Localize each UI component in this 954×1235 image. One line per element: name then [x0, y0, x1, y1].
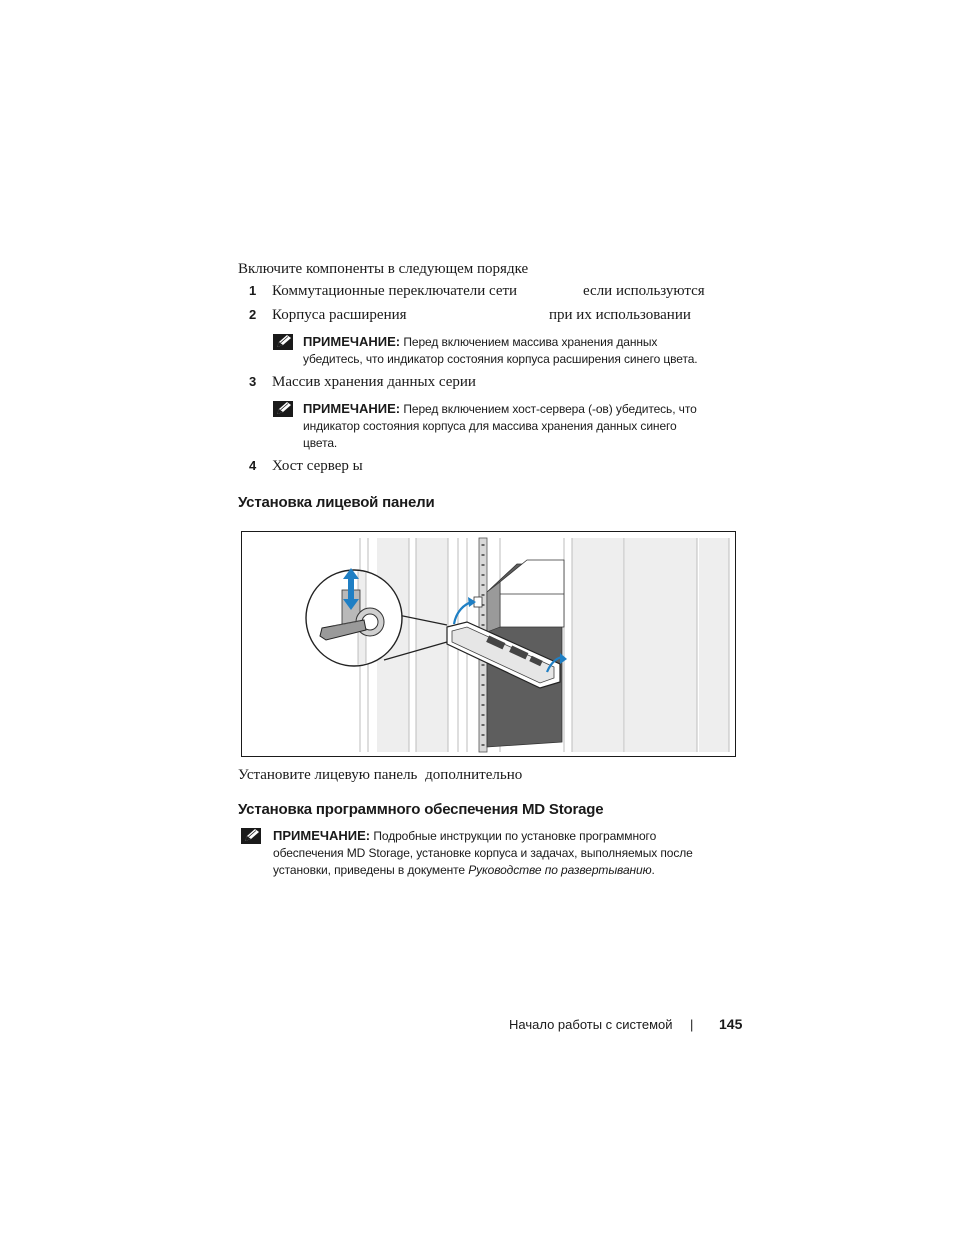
note-1-line2: убедитесь, что индикатор состояния корпуса расширения синего цвета. [303, 352, 698, 366]
step-1-text-extra: если используются [583, 283, 705, 299]
figure-caption-text: Установите лицевую панель [238, 767, 418, 783]
note-pencil-icon [272, 400, 294, 418]
note-2 [303, 400, 697, 452]
note-1-label: ПРИМЕЧАНИЕ: [303, 334, 401, 349]
step-4-text: Хост сервер ы [272, 458, 363, 474]
note-2-line2: индикатор состояния корпуса для массива хранения данных синего [303, 419, 677, 433]
footer-separator: | [690, 1017, 694, 1032]
page-number: 145 [719, 1016, 743, 1032]
bezel-installation-figure [241, 531, 736, 757]
note-1-line1: Перед включением массива хранения данных [403, 335, 658, 349]
note-2-label: ПРИМЕЧАНИЕ: [303, 401, 401, 416]
step-2-number: 2 [249, 307, 257, 322]
step-3-text: Массив хранения данных серии [272, 374, 476, 390]
step-2-text: Корпуса расширения [272, 307, 407, 323]
note-3 [273, 827, 693, 879]
intro-text: Включите компоненты в следующем порядке [238, 261, 529, 277]
step-4-number: 4 [249, 458, 257, 473]
step-1-text: Коммутационные переключатели сети [272, 283, 518, 299]
figure-caption-optional: дополнительно [425, 767, 523, 783]
note-2-line3: цвета. [303, 436, 338, 450]
note-3-label: ПРИМЕЧАНИЕ: [273, 828, 371, 843]
note-1 [303, 333, 698, 368]
note-pencil-icon [272, 333, 294, 351]
section-heading-bezel: Установка лицевой панели [238, 494, 435, 511]
footer-title: Начало работы с системой [509, 1017, 673, 1032]
note-3-line2: обеспечения MD Storage, установке корпуса и задачах, выполняемых после [273, 846, 693, 860]
step-2-text-extra: при их использовании [549, 307, 691, 323]
note-2-line1: Перед включением хост-сервера (-ов) убедитесь, что [403, 402, 697, 416]
note-3-line3: установки, приведены в документе [273, 863, 466, 877]
note-3-line1: Подробные инструкции по установке программного [373, 829, 657, 843]
section-heading-md-storage: Установка программного обеспечения MD Storage [238, 801, 604, 818]
note-3-period: . [651, 863, 655, 877]
step-3-number: 3 [249, 374, 257, 389]
step-1-number: 1 [249, 283, 257, 298]
note-pencil-icon [240, 827, 262, 845]
figure-caption [238, 766, 522, 784]
bezel-illustration [242, 532, 735, 756]
note-3-doc-title: Руководстве по развертыванию [468, 863, 652, 877]
